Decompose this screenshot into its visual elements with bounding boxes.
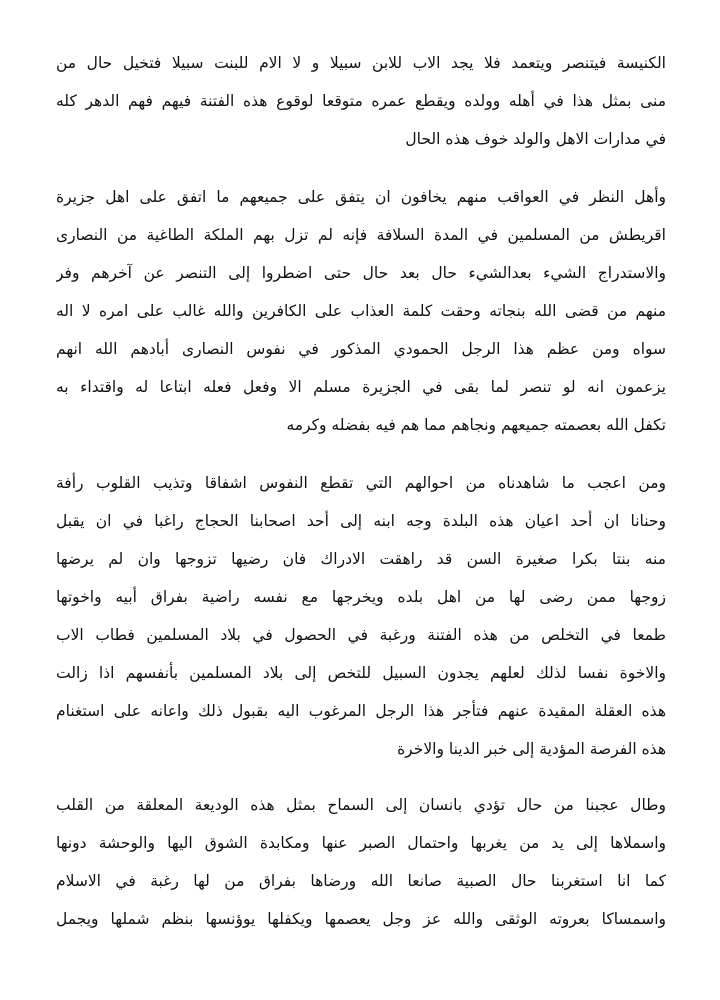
paragraph-1 bbox=[56, 44, 666, 158]
text-line: والاستدراج الشيء بعدالشيء حال بعد حال حتى اضطروا إلى التنصر عن آخرهم وفر bbox=[56, 264, 666, 282]
text-line: وطال عجبنا من حال تؤدي بانسان إلى السماح بمثل هذه الوديعة المعلقة من القلب bbox=[56, 796, 666, 814]
text-line: اقريطش من المسلمين في المدة السلافة فإنه لم تزل بهم الملكة الطاغية من النصارى bbox=[56, 226, 666, 244]
text-line: ومن اعجب ما شاهدناه من احوالهم التي تقطع النفوس اشفاقا وتذيب القلوب رأفة bbox=[56, 474, 666, 492]
text-line: هذه العقلة المقيدة عنهم فتأجر هذا الرجل المرغوب اليه بقبول ذلك واعانه على استغنام bbox=[56, 702, 666, 720]
text-line: هذه الفرصة المؤدية إلى خبر الدينا والاخرة bbox=[397, 740, 666, 758]
text-line: وحنانا ان أحد اعيان هذه البلدة وجه ابنه إلى أحد اصحابنا الحجاج راغبا في ان يقبل bbox=[56, 512, 666, 530]
text-line: وأهل النظر في العواقب منهم يخافون ان يتفق على جميعهم ما اتفق على اهل جزيرة bbox=[56, 188, 666, 206]
text-line: واسملاها إلى يد من يغربها واحتمال الصبر عنها ومكابدة الشوق اليها والوحشة دونها bbox=[56, 834, 666, 852]
text-line: سواه ومن عظم هذا الرجل الحمودي المذكور في نفوس النصارى أبادهم الله انهم bbox=[56, 340, 666, 358]
paragraph-3 bbox=[56, 464, 666, 768]
text-line: تكفل الله بعصمته جميعهم ونجاهم مما هم فيه بفضله وكرمه bbox=[286, 416, 666, 434]
paragraph-2 bbox=[56, 178, 666, 444]
text-line: يزعمون انه لو تنصر لما بقى في الجزيرة مسلم الا وفعل فعله ابتاعا له واقتداء به bbox=[56, 378, 666, 396]
text-line: منى بمثل هذا في أهله وولده ويقطع عمره متوقعا لوقوع هذه الفتنة فيهم فهم الدهر كله bbox=[56, 92, 666, 110]
paragraph-4 bbox=[56, 786, 666, 938]
text-line: زوجها ممن رضى لها من اهل بلده ويخرجها مع نفسه راضية بفراق أبيه واخوتها bbox=[56, 588, 666, 606]
text-line: منه بنتا بكرا صغيرة السن قد راهقت الادراك فان رضيها تزوجها وان لم يرضها bbox=[56, 550, 666, 568]
text-line: واسمساكا بعروته الوثقى والله عز وجل يعصمها ويكفلها يوؤنسها بنظم شملها ويجمل bbox=[56, 910, 666, 928]
text-line: في مدارات الاهل والولد خوف هذه الحال bbox=[405, 130, 666, 148]
text-line: الكنيسة فيتنصر ويتعمد فلا يجد الاب للابن سبيلا و لا الام للبنت سبيلا فتخيل حال من bbox=[56, 54, 666, 72]
text-line: كما انا استغربنا حال الصبية صانعا الله ورضاها بفراق من لها رغبة في الاسلام bbox=[56, 872, 666, 890]
text-line: طمعا في التخلص من هذه الفتنة ورغبة في الحصول في بلاد المسلمين فطاب الاب bbox=[56, 626, 666, 644]
text-line: والاخوة نفسا لذلك لعلهم يجدون السبيل للتخص إلى بلاد المسلمين بأنفسهم اذا زالت bbox=[56, 664, 666, 682]
text-line: منهم من قضى الله بنجاته وحقت كلمة العذاب على الكافرين والله غالب على امره لا اله bbox=[56, 302, 666, 320]
